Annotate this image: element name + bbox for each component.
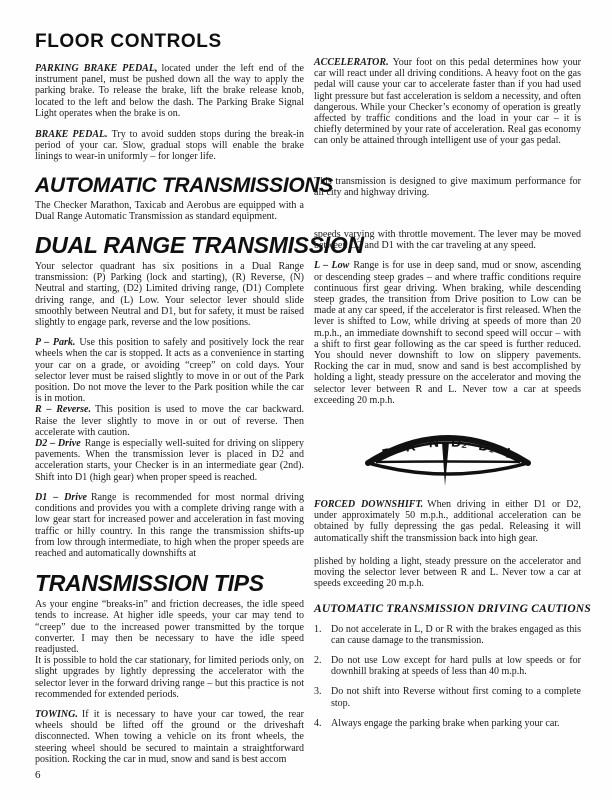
paragraph-transmission-designed: This transmission is designed to give maximum performance for all city and highway driving. [314,175,581,198]
paragraph-lead-brake-pedal: BRAKE PEDAL. [35,129,108,141]
paragraph-towing [35,709,304,765]
paragraph-lead-accelerator: ACCELERATOR. [314,57,389,68]
heading-transmission-tips: TRANSMISSION TIPS [35,570,264,597]
paragraph-text: Your foot on this pedal determines how your car will react under all driving conditions. A heavy foot on the gas pedal will cause your car to accelerate faster than if you had used light pressure but fast acceleration is seldom a necessity, and often dangerous. While your Checker’s economy of operation is greatly affected by traffic conditions and the load in your car – it is chiefly determined by your rate of acceleration. Real gas economy can only be attained through intelligent use of your gas pedal. [314,57,581,147]
paragraph-text: This position is used to move the car backward. Raise the lever slightly to move in or out of reverse. Then accelerate with caution. [35,404,304,438]
selector-position-d1: D₁ [477,436,496,456]
paragraph-reverse [35,404,304,438]
paragraph-lead-forced-downshift: FORCED DOWNSHIFT. [314,499,424,511]
caution-text: Do not accelerate in L, D or R with the brakes engaged as this can cause damage to the transmission. [331,623,581,646]
paragraph-lead-d1-drive: D1 – Drive [35,491,87,503]
selector-outer-bottom-arc [368,463,528,474]
paragraph-text: Range is especially well-suited for driving on slippery pavements. When the transmission lever is placed in D2 and acceleration starts, your Checker is in an intermediate gear (2nd). Shift into D1 (high gear) when proper speed is reached. [35,438,304,483]
heading-floor-controls: FLOOR CONTROLS [35,31,222,52]
paragraph-forced-downshift [314,499,581,544]
paragraph-text: Range is recommended for most normal driving conditions and provides you with a complete driving range with a low gear start for increased power and acceleration in fast moving traffic or hilly country. In this range the transmission shifts-up from low through intermediate, to high when the proper speeds are reached and automatically downshifts at [35,491,304,559]
paragraph-lead-reverse: R – Reverse. [35,404,91,416]
paragraph-speeds-varying: speeds varying with throttle movement. The lever may be moved between D2 and D1 with the car traveling at any speed. [314,229,581,252]
paragraph-park [35,337,304,404]
paragraph-selector-quadrant: Your selector quadrant has six positions in a Dual Range transmission: (P) Parking (lock and starting), (R) Reverse, (N) Neutral and starting, (D2) Limited driving range, (D1) Complete driving range, and (L) Low. Your selector lever should slide smoothly between Neutral and D1, but for safety, it must be raised slightly to engage park, reverse and the low positions. [35,261,304,329]
paragraph-lead-towing: TOWING. [35,708,78,720]
paragraph-text: Use this position to safely and positively lock the rear wheels when the car is stopped. It acts as a convenience in starting your car on a grade, or avoiding “creep” on cold days. Your selector lever must be raised slightly to move in or out of the Park position. Do not move the lever to the Park position while the car is in motion. [35,337,304,405]
caution-number: 4. [314,717,322,729]
selector-position-n: N [428,433,440,451]
gear-selector-illustration [360,412,536,492]
selector-position-l: L [504,444,517,463]
heading-automatic-transmissions: AUTOMATIC TRANSMISSIONS [35,173,333,197]
paragraph-parking-brake-pedal [35,63,304,119]
paragraph-l-low [314,260,581,406]
paragraph-text: When driving in either D1 or D2, under approximately 50 m.p.h., additional acceleration can be obtained by fully depressing the gas pedal. Releasing it will automatically shift the transmission back into high gear. [314,499,581,544]
left-column [35,0,364,781]
caution-number: 1. [314,623,322,635]
caution-item-2 [314,655,581,677]
caution-item-1 [314,624,581,646]
caution-item-4 [314,718,581,729]
paragraph-text: If it is necessary to have your car towed, the rear wheels should be lifted off the ground or the driveshaft disconnected. When towing a vehicle on its front wheels, the steering wheel should be secured to maintain a straightforward position. Rocking the car in mud, snow and sand is best accom [35,708,304,765]
caution-number: 3. [314,686,322,698]
paragraph-tips-hold-stationary: It is possible to hold the car stationary, for limited periods only, on slight upgrades by lightly depressing the accelerator with the selector lever in the forward driving range – but this practice is not recommended for extended periods. [35,655,304,700]
paragraph-lead-park: P – Park. [35,337,76,349]
caution-text: Do not shift into Reverse without first coming to a complete stop. [331,686,581,709]
paragraph-lead-parking-brake-pedal: PARKING BRAKE PEDAL, [35,63,158,74]
page-number: 6 [35,768,41,781]
paragraph-d2-drive [35,438,304,483]
paragraph-lead-d2-drive: D2 – Drive [35,438,81,450]
caution-text: Do not use Low except for hard pulls at low speeds or for downhill braking at speeds of less than 40 m.p.h. [331,654,581,678]
caution-item-3 [314,686,581,708]
selector-position-d2: D₂ [450,433,469,451]
paragraph-brake-pedal [35,129,304,163]
heading-driving-cautions: AUTOMATIC TRANSMISSION DRIVING CAUTIONS [314,602,591,615]
right-column [314,0,591,729]
selector-needle [442,442,449,486]
paragraph-d1-drive [35,492,304,559]
heading-dual-range-transmission: DUAL RANGE TRANSMISSION [35,232,364,259]
caution-text: Always engage the parking brake when parking your car. [331,717,560,729]
paragraph-tips-idle-speed: As your engine “breaks-in” and friction decreases, the idle speed tends to increase. At higher idle speeds, your car may tend to “creep” due to the increased power transmitted by the torque converter. I may then be necessary to have the idle speed readjusted. [35,599,304,655]
selector-position-p: P [380,444,394,463]
paragraph-towing-continued: plished by holding a light, steady pressure on the accelerator and moving the selector lever between R and L. Never tow a car at speeds exceeding 20 m.p.h. [314,555,581,590]
paragraph-lead-l-low: L – Low [314,260,350,272]
paragraph-text: Try to avoid sudden stops during the break-in period of your car. Slow, gradual stops will enable the brake linings to wear-in uniformly – for longer life. [35,129,304,163]
caution-number: 2. [314,654,322,666]
paragraph-accelerator [314,57,581,147]
paragraph-text: located under the left end of the instrument panel, must be pushed down all the way to apply the parking brake. To release the brake, lift the brake release knob, located to the left and below the dash. The Parking Brake Signal Light operates when the brake is on. [35,63,304,119]
paragraph-text: Range is for use in deep sand, mud or snow, ascending or descending steep grades – and where traffic conditions require continuous first gear driving. When braking, while descending steep grades, the transition from Drive position to Low can be made at any car speed, if the accelerator is first released. When the lever is shifted to Low, while driving at speeds of more than 20 m.p.h., an immediate downshift to second speed will occur – with a shift to first gear following as the car speed is further reduced. You should never downshift to low on slippery pavements. Rocking the car in mud, snow and sand is best accomplished by holding a light, steady pressure on the accelerator and moving the selector lever between R and L. Never tow a car at speeds exceeding 20 m.p.h. [314,260,582,406]
selector-position-r: R [403,437,417,455]
paragraph-checker-equipment: The Checker Marathon, Taxicab and Aerobus are equipped with a Dual Range Automatic Transmission as standard equipment. [35,199,304,222]
